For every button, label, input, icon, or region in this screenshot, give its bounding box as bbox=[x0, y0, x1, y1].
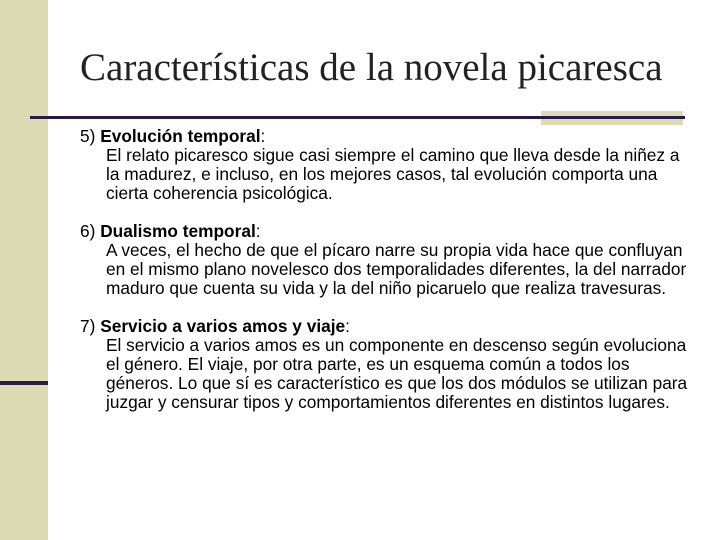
item-heading bbox=[80, 317, 690, 336]
item-number: 5) bbox=[80, 126, 96, 146]
item-number: 7) bbox=[80, 316, 96, 336]
item-number: 6) bbox=[80, 221, 96, 241]
left-accent-bar bbox=[0, 381, 48, 385]
item-heading bbox=[80, 222, 690, 241]
slide-title: Características de la novela picaresca bbox=[80, 46, 663, 89]
item-colon: : bbox=[345, 316, 350, 336]
item-heading bbox=[80, 127, 690, 146]
item-colon: : bbox=[260, 126, 266, 146]
slide-content bbox=[80, 127, 690, 412]
item-colon: : bbox=[255, 221, 261, 241]
title-divider-tab bbox=[541, 111, 683, 125]
item-text: El servicio a varios amos es un componente en descenso según evoluciona el género. El viaje, por otra parte, es un esquema común a todos los géneros. Lo que sí es característico es que los dos módulos se utilizan para juzgar y censurar tipos y comportamientos diferentes en distintos lugares. bbox=[106, 335, 688, 412]
item-text: El relato picaresco sigue casi siempre el camino que lleva desde la niñez a la madurez, e incluso, en los mejores casos, tal evolución comporta una cierta coherencia psicológica. bbox=[106, 145, 680, 203]
item-text: A veces, el hecho de que el pícaro narre su propia vida hace que confluyan en el mismo plano novelesco dos temporalidades diferentes, la del narrador maduro que cuenta su vida y la del niño picaruelo que realiza travesuras. bbox=[106, 240, 687, 298]
list-item-7 bbox=[80, 317, 690, 412]
left-decorative-band bbox=[0, 0, 48, 540]
item-term: Dualismo temporal bbox=[100, 221, 256, 241]
item-term: Evolución temporal bbox=[100, 126, 261, 146]
list-item-5 bbox=[80, 127, 690, 203]
list-item-6 bbox=[80, 222, 690, 298]
item-term: Servicio a varios amos y viaje bbox=[100, 316, 346, 336]
